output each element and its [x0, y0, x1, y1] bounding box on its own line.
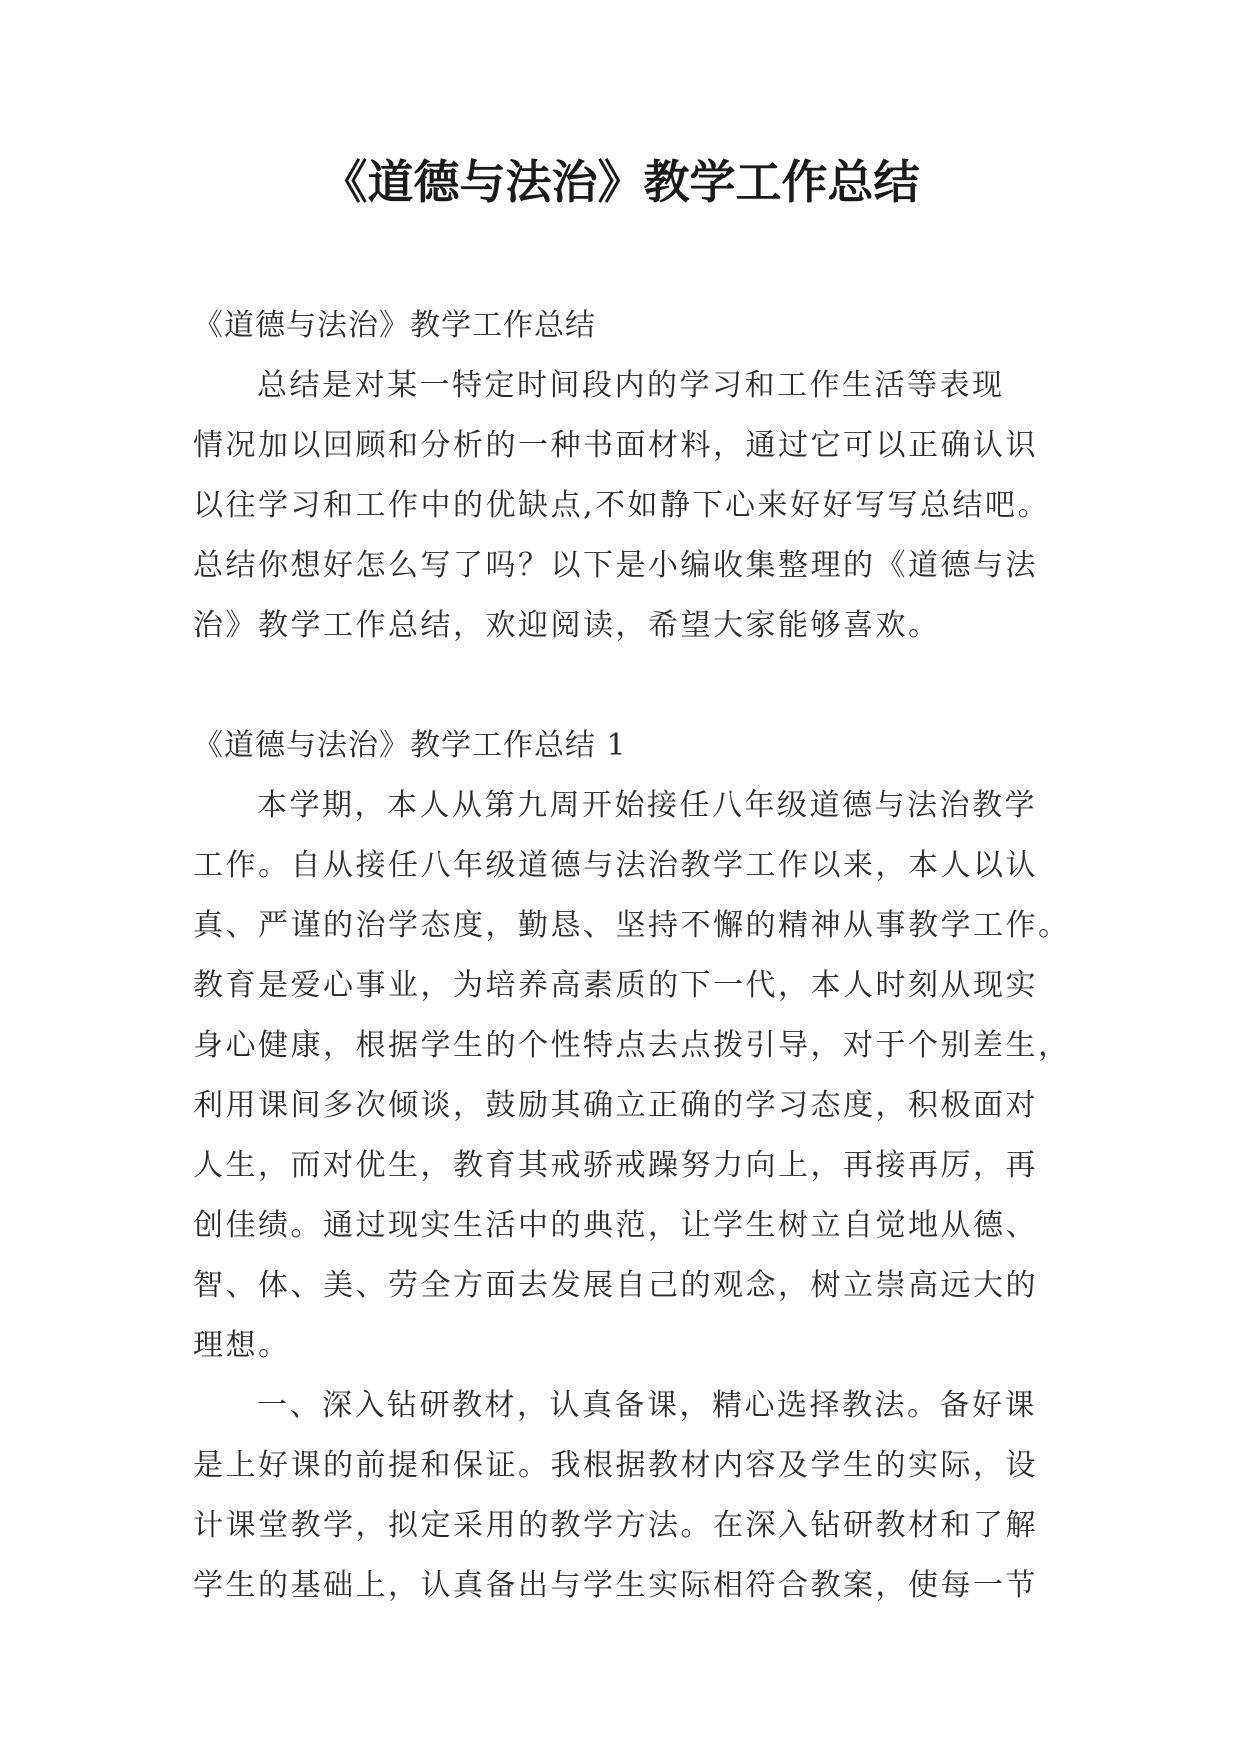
paragraph-line: 智、体、美、劳全方面去发展自己的观念，树立崇高远大的 [193, 1268, 1038, 1303]
paragraph-line: 工作。自从接任八年级道德与法治教学工作以来，本人以认 [193, 848, 1038, 883]
section-heading: 《道德与法治》教学工作总结 1 [193, 728, 627, 763]
intro-line: 治》教学工作总结，欢迎阅读，希望大家能够喜欢。 [193, 608, 941, 643]
intro-line: 以往学习和工作中的优缺点,不如静下心来好好写写总结吧。 [193, 488, 1051, 523]
paragraph-line: 真、严谨的治学态度，勤恳、坚持不懈的精神从事教学工作。 [193, 908, 1071, 943]
paragraph-gap [193, 656, 1053, 716]
paragraph-line: 教育是爱心事业，为培养高素质的下一代，本人时刻从现实 [193, 968, 1038, 1003]
paragraph-line: 一、深入钻研教材，认真备课，精心选择教法。备好课 [257, 1388, 1037, 1423]
document-body [193, 296, 1071, 1616]
paragraph-line: 理想。 [193, 1328, 291, 1363]
paragraph-line: 身心健康，根据学生的个性特点去点拨引导，对于个别差生， [193, 1028, 1071, 1063]
intro-heading: 《道德与法治》教学工作总结 [193, 308, 596, 343]
paragraph-line: 本学期，本人从第九周开始接任八年级道德与法治教学 [257, 788, 1037, 823]
paragraph-line: 人生，而对优生，教育其戒骄戒躁努力向上，再接再厉，再 [193, 1148, 1038, 1183]
intro-line: 情况加以回顾和分析的一种书面材料，通过它可以正确认识 [193, 428, 1038, 463]
intro-line: 总结是对某一特定时间段内的学习和工作生活等表现 [257, 368, 1005, 403]
intro-line: 总结你想好怎么写了吗？以下是小编收集整理的《道德与法 [193, 548, 1038, 583]
paragraph-line: 是上好课的前提和保证。我根据教材内容及学生的实际，设 [193, 1448, 1038, 1483]
paragraph-line: 利用课间多次倾谈，鼓励其确立正确的学习态度，积极面对 [193, 1088, 1038, 1123]
paragraph-line: 计课堂教学，拟定采用的教学方法。在深入钻研教材和了解 [193, 1508, 1038, 1543]
document-title: 《道德与法治》教学工作总结 [321, 155, 920, 209]
paragraph-line: 创佳绩。通过现实生活中的典范，让学生树立自觉地从德、 [193, 1208, 1038, 1243]
paragraph-line: 学生的基础上，认真备出与学生实际相符合教案，使每一节 [193, 1568, 1038, 1603]
